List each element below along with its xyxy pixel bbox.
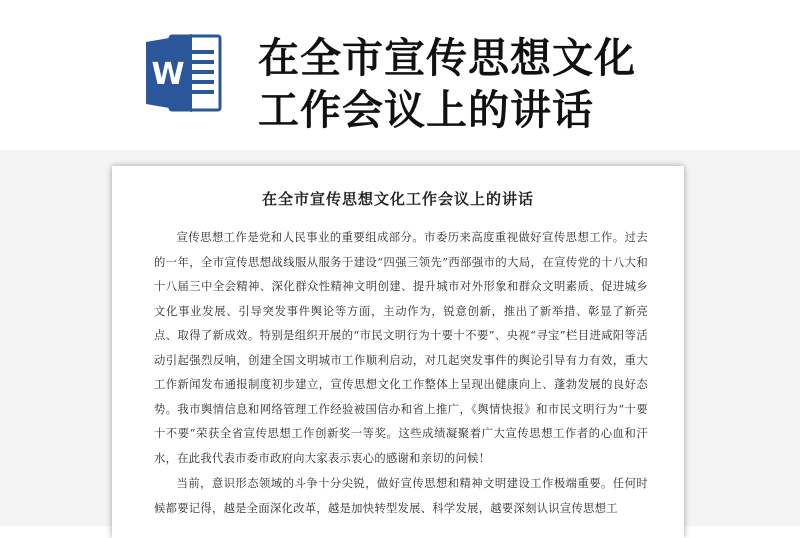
paragraph: 宣传思想工作是党和人民事业的重要组成部分。市委历来高度重视做好宣传思想工作。过去的一年，全市宣传思想战线服从服务于建设“四强三领先”西部强市的大局，在宣传党的十八大和十八届三中全会精神、深化群众性精神文明创建、提升城市对外形象和群众文明素质、促进城乡文化事业发展、引导突发事件舆论等方面，主动作为，锐意创新，推出了新举措、彰显了新亮点、取得了新成效。特别是组织开展的“市民文明行为十要十不要”、央视“寻宝”栏目进咸阳等活动引起强烈反响，创建全国文明城市工作顺利启动，对几起突发事件的舆论引导有力有效，重大工作新闻发布通报制度初步建立，宣传思想文化工作整体上呈现出健康向上、蓬勃发展的良好态势。我市舆情信息和网络管理工作经验被国信办和省上推广，《舆情快报》和市民文明行为“十要十不要”荣获全省宣传思想工作创新奖一等奖。这些成绩凝聚着广大宣传思想工作者的心血和汗水，在此我代表市委市政府向大家表示衷心的感谢和亲切的问候！ xyxy=(154,231,648,465)
headline-line-1: 在全市宣传思想文化 xyxy=(258,34,636,82)
document-page xyxy=(112,166,684,538)
page-headline xyxy=(258,32,778,136)
paragraph: 当前，意识形态领域的斗争十分尖锐，做好宣传思想和精神文明建设工作极端重要。任何时候都要记得，越是全面深化改革，越是加快转型发展、科学发展，越要深刻认识宣传思想工 xyxy=(154,477,648,515)
document-title: 在全市宣传思想文化工作会议上的讲话 xyxy=(261,190,534,208)
banner xyxy=(0,0,800,150)
logo-letter: W xyxy=(151,57,185,92)
headline-line-2: 工作会议上的讲话 xyxy=(258,86,594,134)
word-document-icon xyxy=(146,30,222,116)
